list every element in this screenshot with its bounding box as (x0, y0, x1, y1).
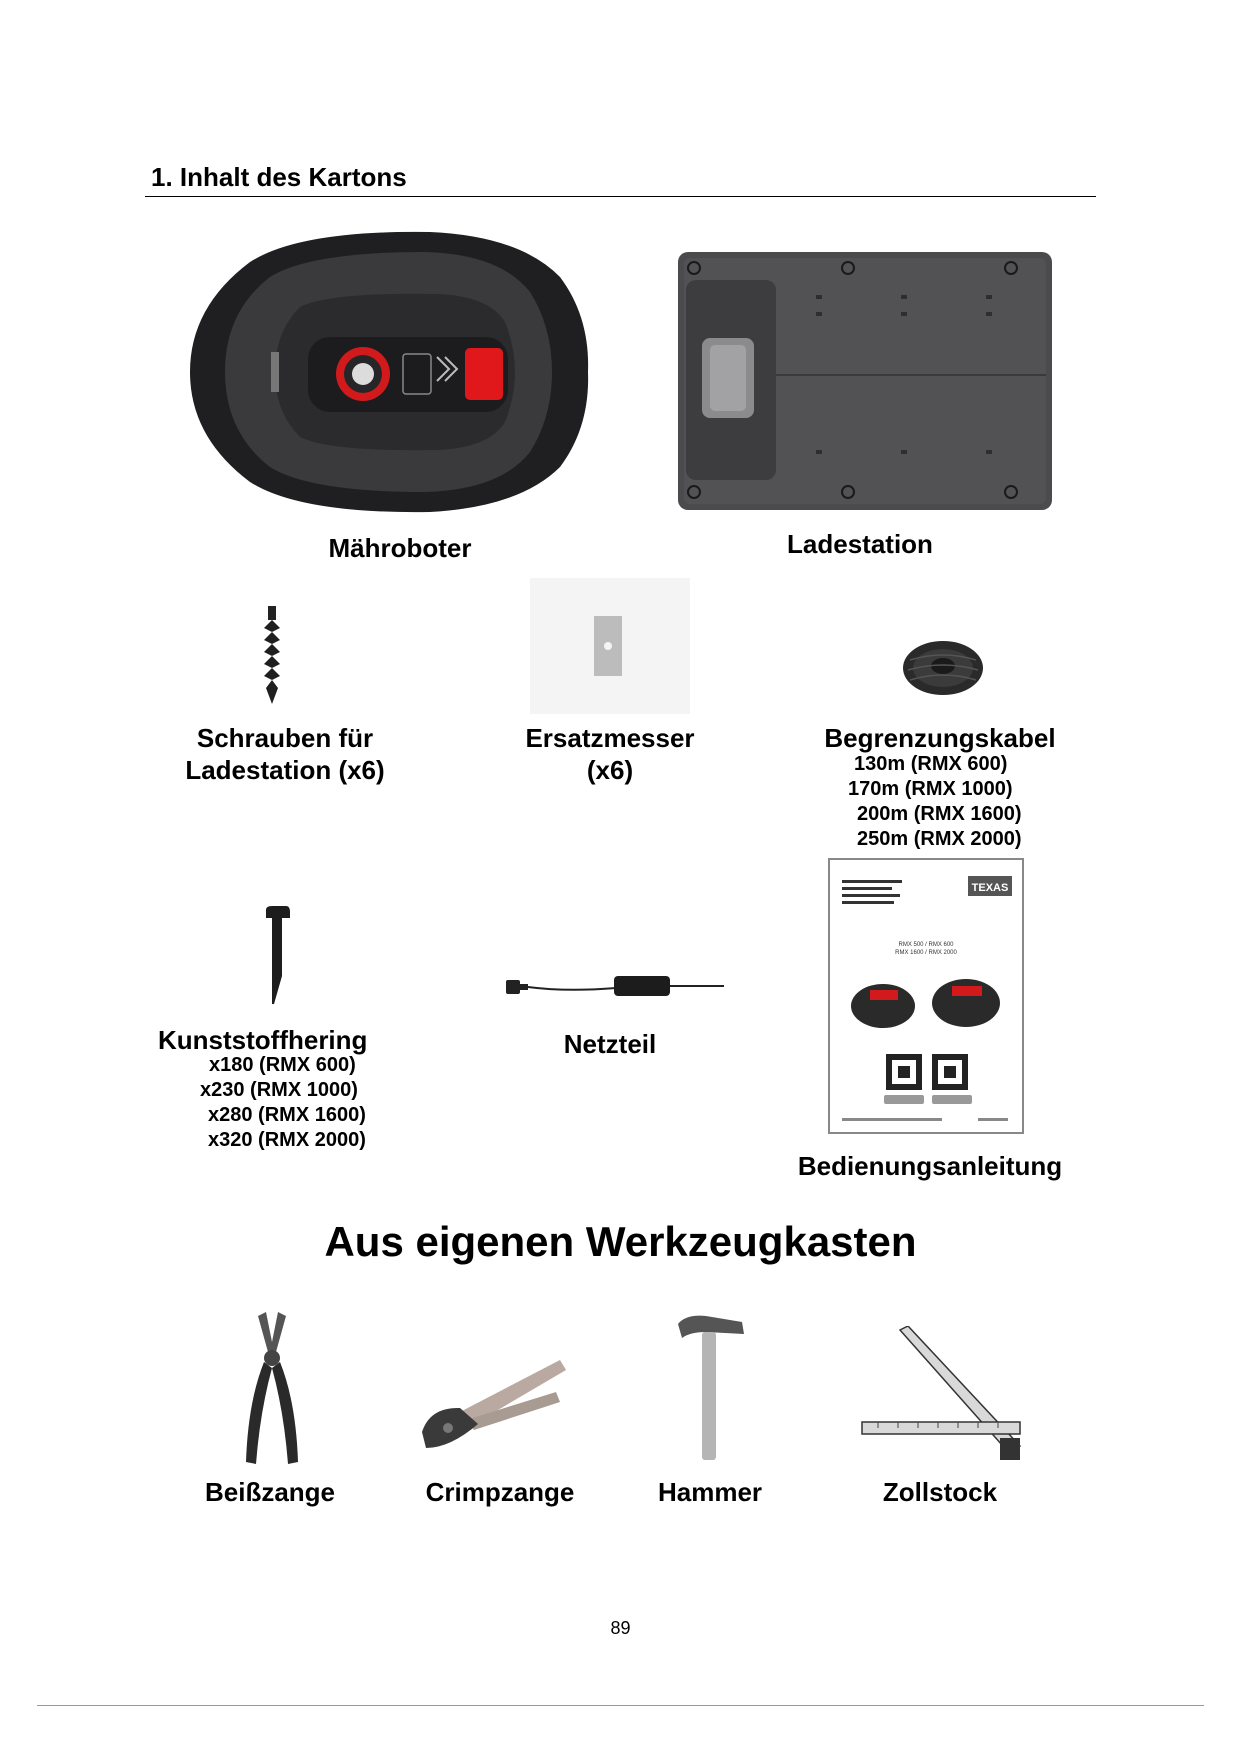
screws-label-line1: Schrauben für (196, 723, 374, 753)
pegs-label: Kunststoffhering (158, 1025, 368, 1055)
charging-station-image (676, 250, 1054, 512)
screws-label (160, 722, 410, 786)
cable-variant: 250m (RMX 2000) (857, 828, 1022, 850)
pegs-variant: x280 (RMX 1600) (208, 1104, 366, 1126)
blade-image (530, 578, 690, 714)
page-number: 89 (610, 1618, 631, 1638)
peg-image (262, 906, 292, 1006)
cable-variant: 130m (RMX 600) (854, 753, 1008, 775)
manual-models-2: RMX 1600 / RMX 2000 (895, 950, 957, 956)
screws-label-line2: Ladestation (x6) (185, 755, 385, 785)
robot-mower-image (180, 222, 610, 522)
section-title: 1. Inhalt des Kartons (151, 162, 407, 192)
hammer-image (676, 1312, 746, 1462)
blades-label (490, 722, 730, 786)
manual-label: Bedienungsanleitung (797, 1151, 1063, 1181)
cutting-pliers-image (238, 1312, 306, 1470)
folding-ruler-image (858, 1326, 1026, 1462)
manual-models-1: RMX 500 / RMX 600 (898, 942, 954, 948)
cable-variant: 170m (RMX 1000) (848, 778, 1013, 800)
blades-label-line1: Ersatzmesser (525, 723, 695, 753)
psu-label: Netzteil (563, 1029, 657, 1059)
crimping-pliers-image (420, 1352, 570, 1452)
station-label: Ladestation (787, 529, 933, 559)
footer-divider (37, 1705, 1204, 1706)
pegs-variant: x230 (RMX 1000) (200, 1079, 358, 1101)
manual-cover-image (828, 858, 1024, 1134)
tool-label-cutting-pliers: Beißzange (204, 1477, 336, 1507)
blades-label-line2: (x6) (586, 755, 634, 785)
mower-label: Mähroboter (328, 533, 472, 563)
screw-image (262, 606, 282, 706)
tool-label-hammer: Hammer (657, 1477, 763, 1507)
pegs-variant: x320 (RMX 2000) (208, 1129, 366, 1151)
tool-label-folding-ruler: Zollstock (882, 1477, 998, 1507)
cable-label: Begrenzungskabel (824, 723, 1056, 753)
cable-spool-image (902, 640, 984, 696)
cable-variant-list (848, 752, 1088, 852)
pegs-variant: x180 (RMX 600) (209, 1054, 356, 1076)
manual-brand: TEXAS (971, 882, 1009, 894)
toolbox-heading: Aus eigenen Werkzeugkasten (324, 1218, 917, 1265)
title-divider (145, 196, 1096, 197)
tool-label-crimping-pliers: Crimpzange (425, 1477, 575, 1507)
cable-variant: 200m (RMX 1600) (857, 803, 1022, 825)
power-supply-image (506, 966, 724, 1002)
pegs-variant-list (200, 1053, 420, 1153)
